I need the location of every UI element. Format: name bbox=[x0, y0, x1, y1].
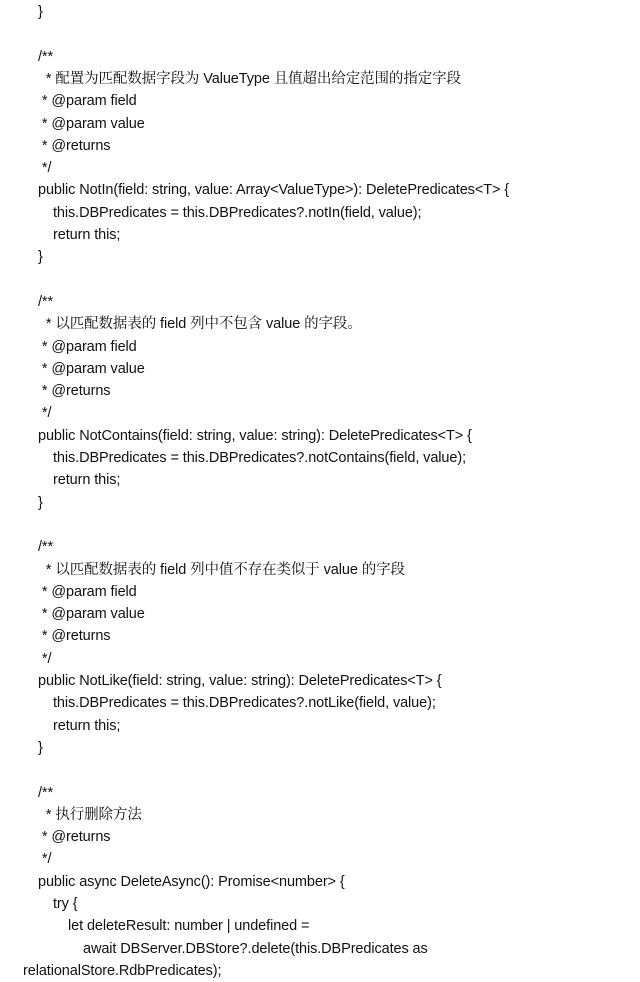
code-line: * @param field bbox=[38, 93, 137, 110]
code-line: * @param value bbox=[38, 115, 145, 132]
code-line: return this; bbox=[53, 717, 121, 734]
code-line: /** bbox=[38, 784, 54, 801]
code-line: * @returns bbox=[38, 628, 111, 645]
code-line: * @returns bbox=[38, 829, 111, 846]
code-line: * 执行删除方法 bbox=[38, 806, 142, 823]
code-line: public NotContains(field: string, value: string): DeletePredicates<T> { bbox=[38, 427, 472, 444]
code-line: */ bbox=[38, 160, 52, 177]
code-line: * 以匹配数据表的 field 列中值不存在类似于 value 的字段 bbox=[38, 561, 405, 578]
code-line: this.DBPredicates = this.DBPredicates?.notContains(field, value); bbox=[53, 450, 466, 466]
code-line: */ bbox=[38, 851, 52, 868]
code-line: try { bbox=[53, 896, 78, 912]
code-line: * 以匹配数据表的 field 列中不包含 value 的字段。 bbox=[38, 316, 362, 333]
code-line: /** bbox=[38, 293, 54, 310]
code-line: relationalStore.RdbPredicates); bbox=[23, 962, 222, 979]
code-line: */ bbox=[38, 405, 52, 422]
code-line: */ bbox=[38, 650, 52, 667]
code-line: public NotLike(field: string, value: string): DeletePredicates<T> { bbox=[38, 673, 442, 689]
code-line: * @param value bbox=[38, 606, 145, 623]
code-line: * @param field bbox=[38, 338, 137, 355]
code-line: } bbox=[38, 4, 43, 20]
code-line: } bbox=[38, 494, 43, 511]
code-line: /** bbox=[38, 539, 54, 556]
code-line: * @param value bbox=[38, 360, 145, 377]
code-line: public async DeleteAsync(): Promise<number> { bbox=[38, 873, 345, 890]
code-line: } bbox=[38, 739, 43, 756]
code-line: return this; bbox=[53, 472, 121, 489]
code-line: * @returns bbox=[38, 383, 111, 400]
code-line: * 配置为匹配数据字段为 ValueType 且值超出给定范围的指定字段 bbox=[38, 70, 461, 87]
code-line: * @returns bbox=[38, 137, 111, 154]
code-line: this.DBPredicates = this.DBPredicates?.notIn(field, value); bbox=[53, 204, 422, 221]
code-line: /** bbox=[38, 48, 54, 65]
code-line: * @param field bbox=[38, 583, 137, 600]
code-line: } bbox=[38, 249, 43, 266]
code-line: return this; bbox=[53, 227, 121, 243]
code-line: public NotIn(field: string, value: Array<ValueType>): DeletePredicates<T> { bbox=[38, 182, 509, 199]
code-line: await DBServer.DBStore?.delete(this.DBPredicates as bbox=[83, 940, 428, 957]
code-line: this.DBPredicates = this.DBPredicates?.notLike(field, value); bbox=[53, 695, 436, 712]
code-line: let deleteResult: number | undefined = bbox=[68, 918, 310, 935]
